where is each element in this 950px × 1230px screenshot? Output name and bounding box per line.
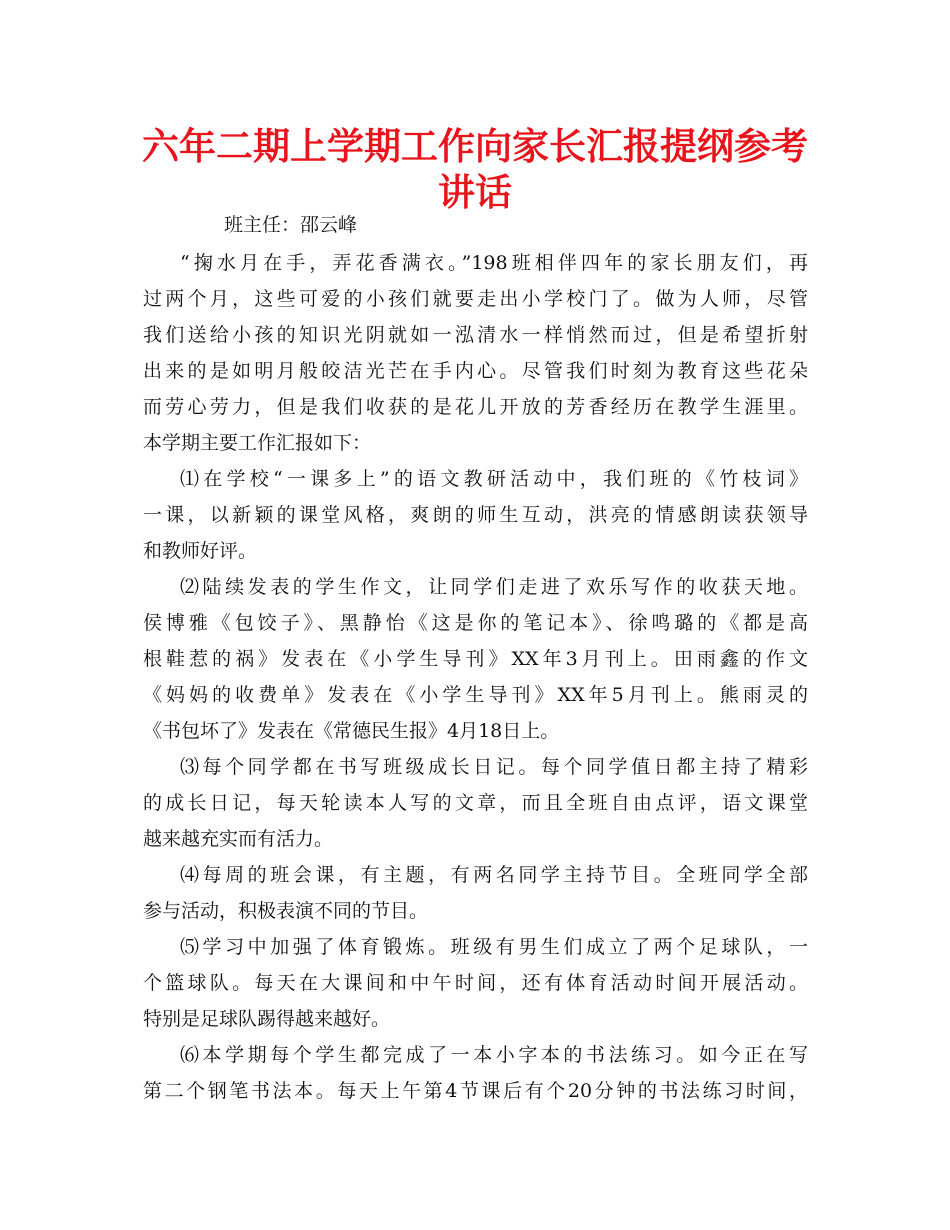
body-line: 本学期主要工作汇报如下：	[143, 432, 372, 454]
document-title-line-2: 讲话	[438, 171, 512, 214]
body-line: 根鞋惹的祸》发表在《小学生导刊》XX年3月刊上。田雨鑫的作文	[143, 648, 808, 670]
document-title-line-1: 六年二期上学期工作向家长汇报提纲参考	[142, 125, 808, 168]
body-line: 出来的是如明月般皎洁光芒在手内心。尽管我们时刻为教育这些花朵	[143, 360, 808, 382]
body-line: 的成长日记，每天轮读本人写的文章，而且全班自由点评，语文课堂	[143, 792, 808, 814]
body-line: “掬水月在手，弄花香满衣。”198班相伴四年的家长朋友们，再	[180, 252, 808, 274]
body-line: 我们送给小孩的知识光阴就如一泓清水一样悄然而过，但是希望折射	[143, 324, 808, 346]
body-line: 和教师好评。	[143, 540, 258, 562]
body-line: 《妈妈的收费单》发表在《小学生导刊》XX年5月刊上。熊雨灵的	[143, 684, 808, 706]
body-line: 《书包坏了》发表在《常德民生报》4月18日上。	[143, 720, 560, 742]
body-line: ⑷每周的班会课，有主题，有两名同学主持节目。全班同学全部	[180, 864, 808, 886]
body-line: 侯博雅《包饺子》、黑静怡《这是你的笔记本》、徐鸣璐的《都是高	[143, 612, 808, 634]
body-line: 而劳心劳力，但是我们收获的是花儿开放的芳香经历在教学生涯里。	[143, 396, 808, 418]
body-line: ⑹本学期每个学生都完成了一本小字本的书法练习。如今正在写	[180, 1044, 808, 1066]
body-line: ⑴在学校“一课多上”的语文教研活动中，我们班的《竹枝词》	[180, 468, 808, 490]
body-line: 个篮球队。每天在大课间和中午时间，还有体育活动时间开展活动。	[143, 972, 808, 994]
body-line: ⑵陆续发表的学生作文，让同学们走进了欢乐写作的收获天地。	[180, 576, 808, 598]
body-line: 参与活动，积极表演不同的节目。	[143, 900, 429, 922]
body-line: 越来越充实而有活力。	[143, 828, 334, 850]
body-line: 一课，以新颖的课堂风格，爽朗的师生互动，洪亮的情感朗读获领导	[143, 504, 808, 526]
body-line: 特别是足球队踢得越来越好。	[143, 1008, 391, 1030]
body-line: 第二个钢笔书法本。每天上午第4节课后有个20分钟的书法练习时间，	[143, 1080, 808, 1102]
body-line: ⑶每个同学都在书写班级成长日记。每个同学值日都主持了精彩	[180, 756, 808, 778]
body-line: ⑸学习中加强了体育锻炼。班级有男生们成立了两个足球队，一	[180, 936, 808, 958]
body-line: 过两个月，这些可爱的小孩们就要走出小学校门了。做为人师，尽管	[143, 288, 808, 310]
author-line: 班主任：邵云峰	[224, 214, 358, 236]
